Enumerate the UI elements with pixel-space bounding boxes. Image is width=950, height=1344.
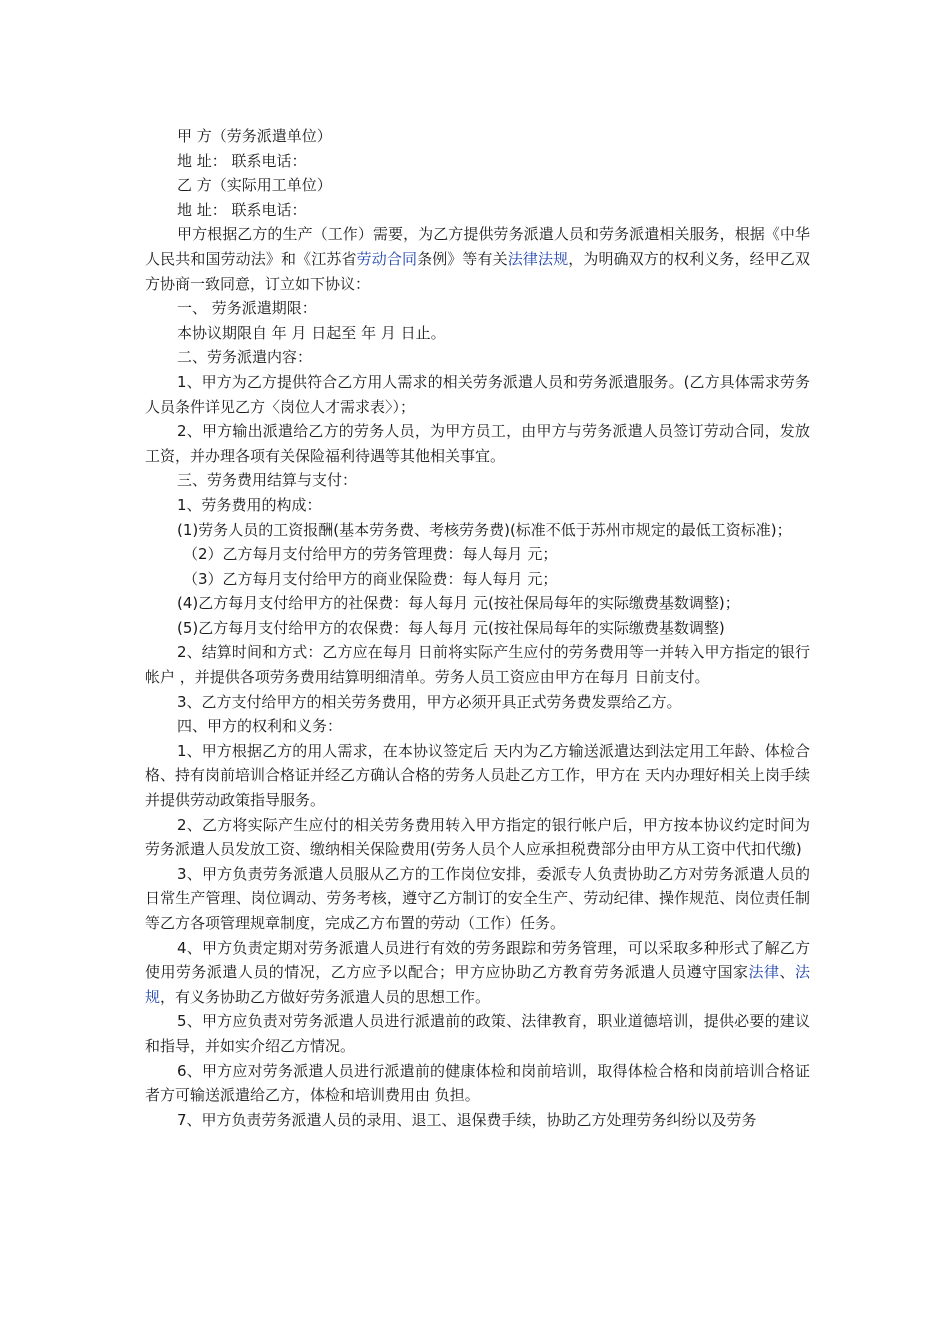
- preamble-text-3: ，为明确双方的权利义务，经甲乙双方协商一致同意，订立如下协议：: [145, 249, 810, 293]
- preamble-paragraph: [145, 222, 810, 296]
- section-2-item-1: 1、甲方为乙方提供符合乙方用人需求的相关劳务派遣人员和劳务派遣服务。(乙方具体需求劳务人员条件详见乙方〈岗位人才需求表〉）；: [145, 372, 810, 416]
- section-4-item-3: 3、甲方负责劳务派遣人员服从乙方的工作岗位安排，委派专人负责协助乙方对劳务派遣人员的日常生产管理、岗位调动、劳务考核，遵守乙方制订的安全生产、劳动纪律、操作规范、岗位责任制等乙方各项管理规章制度，完成乙方布置的劳动（工作）任务。: [145, 864, 810, 932]
- labor-contract-link[interactable]: 劳动合同: [356, 249, 418, 268]
- preamble-text-1: 甲方根据乙方的生产（工作）需要，为乙方提供劳务派遣人员和劳务派遣相关服务，根据《中华人民共和国劳动法》和《江苏省: [145, 225, 810, 268]
- section-3-item-3: 3、乙方支付给甲方的相关劳务费用，甲方必须开具正式劳务费发票给乙方。: [177, 692, 682, 711]
- fee-item-5: (5)乙方每月支付给甲方的农保费：每人每月 元(按社保局每年的实际缴费基数调整): [177, 618, 725, 637]
- party-a-title: 甲 方（劳务派遣单位）: [177, 127, 332, 145]
- section-2-heading: 二、劳务派遣内容：: [177, 348, 313, 367]
- section-4-item-2: 2、乙方将实际产生应付的相关劳务费用转入甲方指定的银行帐户后，甲方按本协议约定时间为劳务派遣人员发放工资、缴纳相关保险费用(劳务人员个人应承担税费部分由甲方从工资中代扣代缴): [145, 815, 810, 859]
- section-4-item-4: [145, 936, 810, 1010]
- section-3-heading: 三、劳务费用结算与支付：: [177, 471, 358, 490]
- laws-regulations-link[interactable]: 法律法规: [507, 249, 569, 268]
- preamble-text-2: 条例》等有关: [417, 249, 508, 268]
- section-4-item-1: 1、甲方根据乙方的用人需求，在本协议签定后 天内为乙方输送派遣达到法定用工年龄、体检合格、持有岗前培训合格证并经乙方确认合格的劳务人员赴乙方工作，甲方在 天内办理好相关上岗手续并提供劳动政策指导服务。: [145, 741, 810, 810]
- section-4-item-7: 7、甲方负责劳务派遣人员的录用、退工、退保费手续，协助乙方处理劳务纠纷以及劳务: [177, 1110, 757, 1129]
- party-a-address: 地 址： 联系电话：: [177, 151, 307, 170]
- section-4-item-5: 5、甲方应负责对劳务派遣人员进行派遣前的政策、法律教育，职业道德培训，提供必要的建议和指导，并如实介绍乙方情况。: [145, 1012, 810, 1055]
- law-link[interactable]: 法律: [748, 963, 780, 982]
- document-body: [145, 124, 810, 1132]
- section-3-item-2: 2、结算时间和方式：乙方应在每月 日前将实际产生应付的劳务费用等一并转入甲方指定的银行帐户 ，并提供各项劳务费用结算明细清单。劳务人员工资应由甲方在每月 日前支付。: [145, 643, 810, 687]
- party-b-address: 地 址： 联系电话：: [177, 200, 307, 219]
- section-4-item-6: 6、甲方应对劳务派遣人员进行派遣前的健康体检和岗前培训，取得体检合格和岗前培训合格证者方可输送派遣给乙方，体检和培训费用由 负担。: [145, 1061, 810, 1105]
- fee-item-4: (4)乙方每月支付给甲方的社保费：每人每月 元(按社保局每年的实际缴费基数调整)；: [177, 594, 740, 613]
- section-2-item-2: 2、甲方输出派遣给乙方的劳务人员，为甲方员工，由甲方与劳务派遣人员签订劳动合同，发放工资，并办理各项有关保险福利待遇等其他相关事宜。: [145, 422, 810, 465]
- section-1-term: 本协议期限自 年 月 日起至 年 月 日止。: [177, 323, 446, 342]
- item-4-separator: 、: [779, 963, 795, 982]
- party-b-title: 乙 方（实际用工单位）: [177, 176, 332, 195]
- item-4-text-1: 4、甲方负责定期对劳务派遣人员进行有效的劳务跟踪和劳务管理，可以采取多种形式了解乙方使用劳务派遣人员的情况，乙方应予以配合；甲方应协助乙方教育劳务派遣人员遵守国家: [145, 938, 810, 982]
- fee-item-1: (1)劳务人员的工资报酬(基本劳务费、考核劳务费)(标准不低于苏州市规定的最低工资标准)；: [177, 520, 792, 539]
- section-3-item-1: 1、劳务费用的构成：: [177, 495, 322, 514]
- fee-item-3: （3）乙方每月支付给甲方的商业保险费：每人每月 元；: [183, 569, 558, 588]
- regulation-link[interactable]: 法规: [145, 963, 810, 1006]
- fee-item-2: （2）乙方每月支付给甲方的劳务管理费：每人每月 元；: [183, 545, 558, 564]
- item-4-text-2: ，有义务协助乙方做好劳务派遣人员的思想工作。: [160, 987, 491, 1006]
- section-1-heading: 一、 劳务派遣期限：: [177, 299, 317, 318]
- section-4-heading: 四、甲方的权利和义务：: [177, 717, 343, 736]
